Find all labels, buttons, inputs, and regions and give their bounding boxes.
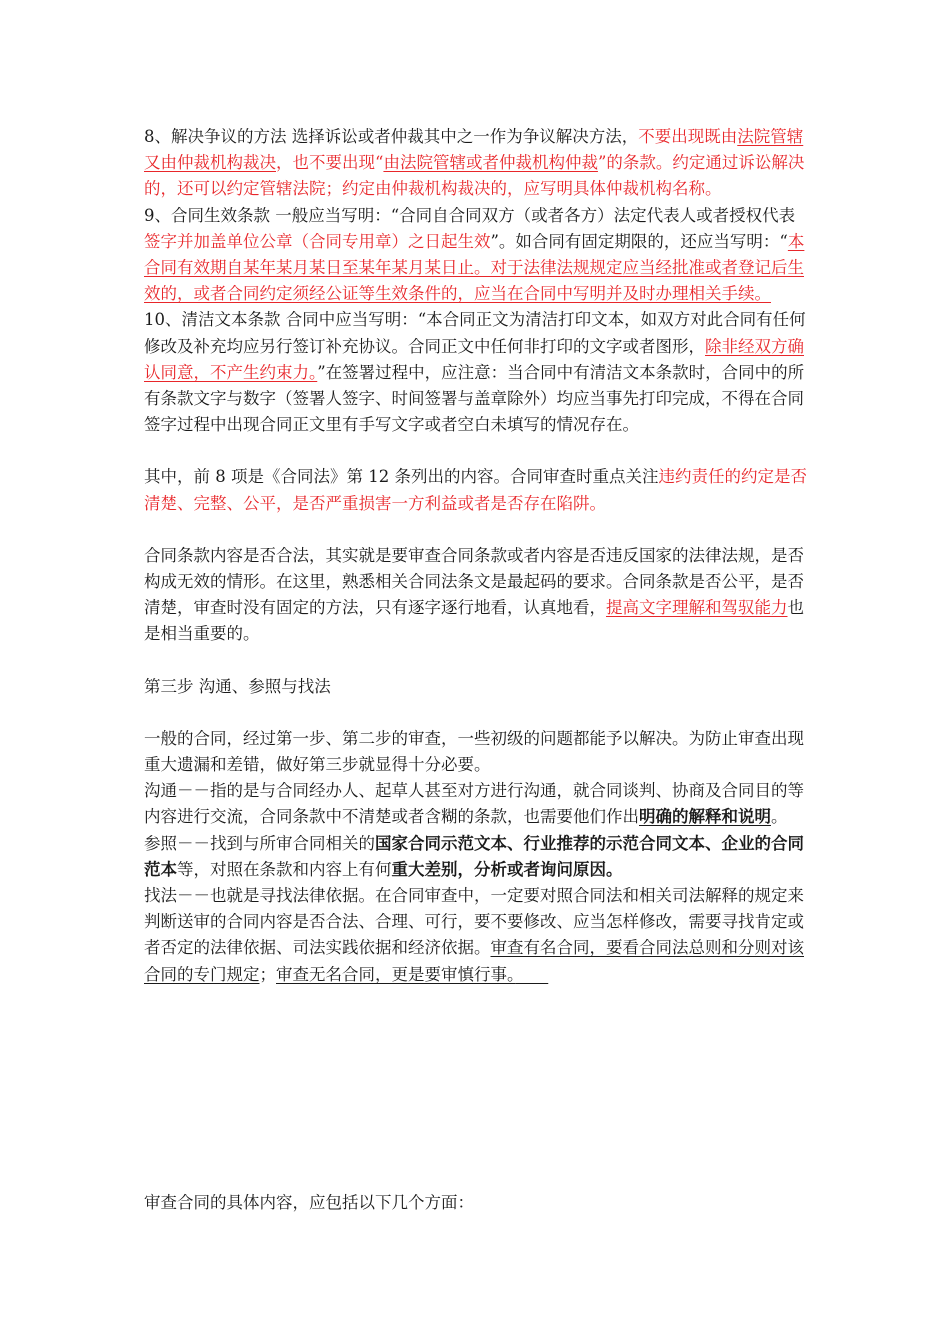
- summary-highlight: 违约责任的约定是否清楚、完整、公平，是否严重损害一方利益或者是否存在陷阱。: [144, 467, 807, 513]
- closing-line: 审查合同的具体内容，应包括以下几个方面：: [144, 1193, 474, 1212]
- reference-paragraph: [144, 831, 808, 883]
- findlaw-trailing-underline: [515, 965, 548, 984]
- legality-underline: 提高文字理解和驾驭能力: [606, 598, 788, 618]
- findlaw-sep: ；: [259, 964, 276, 984]
- legality-text: 合同条款内容是否合法，其实就是要审查合同条款或者内容是否违反国家的法律法规，是否构成无效的情形。在这里，熟悉相关合同法条文是最起码的要求。合同条款是否公平，是否清楚，审查时没有固定的方法，只有逐字逐行地看，认真地看，: [144, 545, 804, 618]
- reference-bold: 国家合同示范文本、行业推荐的示范合同文本、企业的合同范本: [144, 833, 804, 879]
- clause-8-underline-2: 由法院管辖或者仲裁机构仲裁: [383, 153, 598, 173]
- spacer: [144, 648, 808, 674]
- clause-9-text: 9、合同生效条款 一般应当写明：“合同自合同双方（或者各方）法定代表人或者授权代表: [144, 205, 796, 225]
- reference-bold-2: 重大差别，分析或者询问原因。: [391, 859, 623, 879]
- reference-text-2: 等，对照在条款和内容上有何: [177, 859, 392, 879]
- clause-10-text-2: ”在签署过程中，应注意：当合同中有清洁文本条款时，合同中的所有条款文字与数字（签署人签字、时间签署与盖章除外）均应当事先打印完成，不得在合同签字过程中出现合同正文里有手写文字或者空白未填写的情况存在。: [144, 362, 805, 435]
- step3-heading: 第三步 沟通、参照与找法: [144, 676, 331, 696]
- clause-10-clean-text: [144, 307, 808, 438]
- clause-8-warning: 不要出现既由: [638, 127, 738, 146]
- communicate-paragraph: [144, 778, 808, 830]
- findlaw-paragraph: [144, 883, 808, 988]
- findlaw-underline: 审查有名合同，要看合同法总则和分则对该合同的专门规定: [144, 938, 804, 984]
- communicate-bold: 明确的解释和说明: [639, 807, 771, 827]
- clause-8-text: 8、解决争议的方法 选择诉讼或者仲裁其中之一作为争议解决方法，: [144, 127, 639, 146]
- clause-8-underline-1: 法院管辖又由仲裁机构裁决: [144, 127, 804, 173]
- legality-paragraph: [144, 543, 808, 648]
- clause-9-highlight: 签字并加盖单位公章（合同专用章）之日起生效: [144, 231, 491, 251]
- communicate-end: 。: [771, 807, 788, 827]
- spacer: [144, 517, 808, 543]
- clause-9-underline: 本合同有效期自某年某月某日至某年某月某日止。对于法律法规规定应当经批准或者登记后生效的，或者合同约定须经公证等生效条件的，应当在合同中写明并及时办理相关手续。: [144, 231, 805, 304]
- summary-text: 其中，前 8 项是《合同法》第 12 条列出的内容。合同审查时重点关注: [144, 467, 659, 487]
- legality-text-2: 也是相当重要的。: [144, 598, 804, 644]
- clause-8-warning-3: ”的条款。约定通过诉讼解决的，还可以约定管辖法院；约定由仲裁机构裁决的，应写明具体仲裁机构名称。: [144, 153, 805, 199]
- communicate-text: 沟通－－指的是与合同经办人、起草人甚至对方进行沟通，就合同谈判、协商及合同目的等内容进行交流，合同条款中不清楚或者含糊的条款，也需要他们作出: [144, 781, 804, 827]
- summary-paragraph: [144, 464, 808, 516]
- findlaw-text: 找法－－也就是寻找法律依据。在合同审查中，一定要对照合同法和相关司法解释的规定来判断送审的合同内容是否合法、合理、可行，要不要修改、应当怎样修改，需要寻找肯定或者否定的法律依据、司法实践依据和经济依据。: [144, 886, 804, 958]
- clause-9-text-2: ”。如合同有固定期限的，还应当写明：“: [490, 231, 788, 251]
- clause-10-text: 10、清洁文本条款 合同中应当写明：“本合同正文为清洁打印文本，如双方对此合同有任何修改及补充均应另行签订补充协议。合同正文中任何非打印的文字或者图形，: [144, 310, 806, 356]
- spacer: [144, 438, 808, 464]
- step3-intro: 一般的合同，经过第一步、第二步的审查，一些初级的问题都能予以解决。为防止审查出现重大遗漏和差错，做好第三步就显得十分必要。: [144, 728, 804, 775]
- clause-8-warning-2: ，也不要出现“: [276, 153, 384, 173]
- findlaw-underline-2: 审查无名合同，更是要审慎行事。: [276, 964, 516, 984]
- document-body: [144, 124, 808, 988]
- spacer: [144, 700, 808, 726]
- clause-10-underline: 除非经双方确认同意，不产生约束力。: [144, 336, 804, 382]
- clause-8-dispute-resolution: [144, 124, 808, 203]
- clause-9-effectiveness: [144, 203, 808, 308]
- reference-text: 参照－－找到与所审合同相关的: [144, 833, 375, 853]
